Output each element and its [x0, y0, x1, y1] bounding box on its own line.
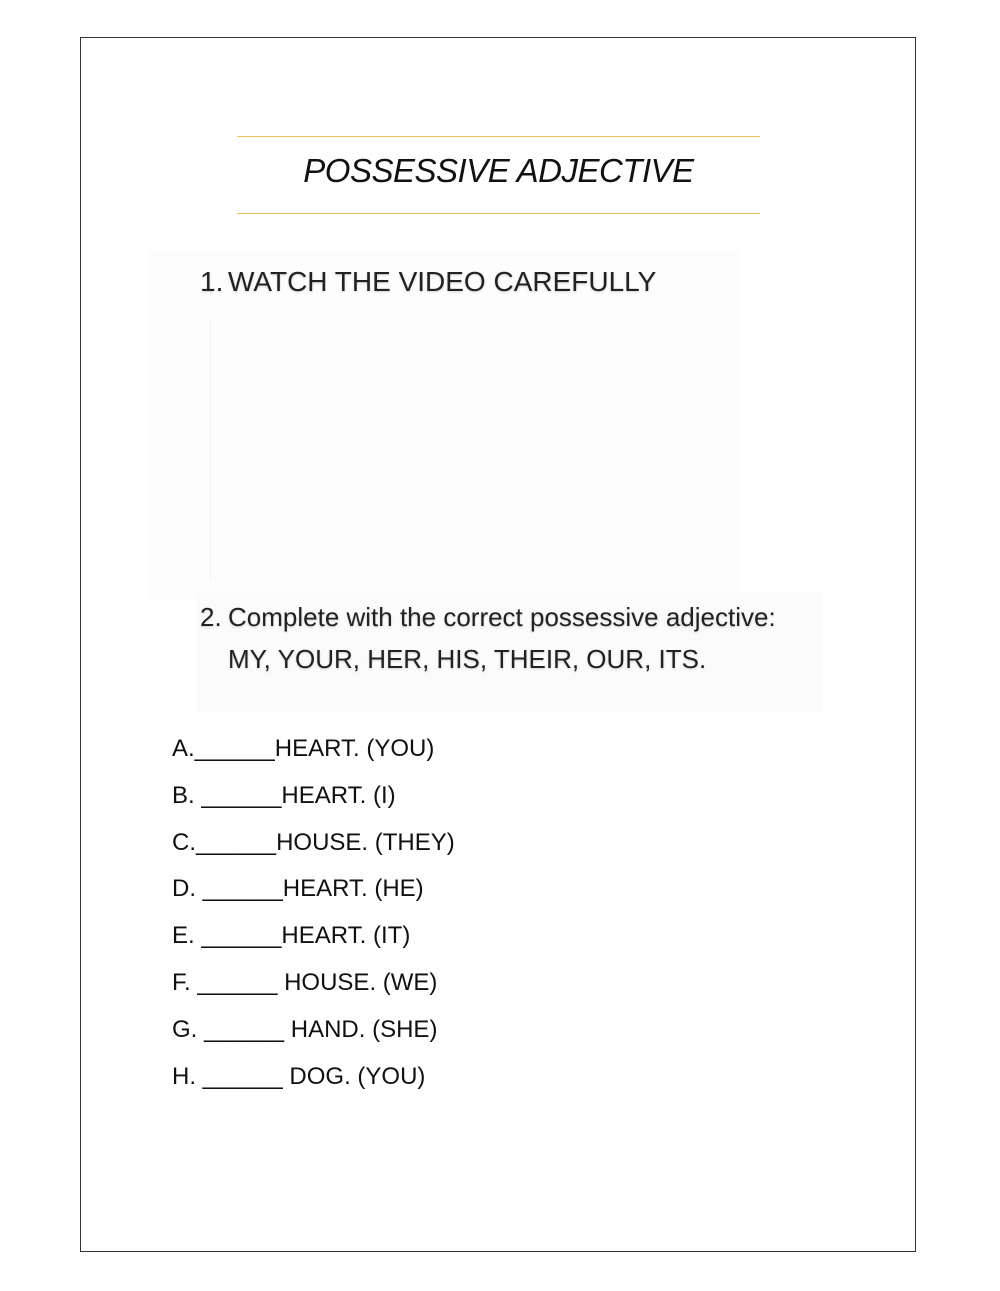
section-2-text: Complete with the correct possessive adjective: MY, YOUR, HER, HIS, THEIR, OUR, ITS.: [228, 602, 776, 674]
section-1-heading: [200, 266, 656, 298]
exercise-item-f: F. ______ HOUSE. (WE): [172, 968, 438, 996]
page-title: POSSESSIVE ADJECTIVE: [303, 152, 694, 189]
video-area: [148, 250, 740, 600]
exercise-item-b: B. ______HEART. (I): [172, 781, 396, 809]
section-1-number: 1.: [200, 266, 224, 297]
exercise-item-h: H. ______ DOG. (YOU): [172, 1062, 426, 1090]
title-rule-bottom: [237, 213, 760, 214]
exercise-item-c: C.______HOUSE. (THEY): [172, 828, 455, 856]
section-2-instruction: [200, 596, 820, 680]
exercise-list: [172, 731, 455, 1105]
title-rule-top: [237, 136, 760, 137]
exercise-item-a: A.______HEART. (YOU): [172, 735, 435, 762]
video-area-edge: [210, 320, 211, 580]
exercise-item-g: G. ______ HAND. (SHE): [172, 1015, 438, 1043]
section-1-text: WATCH THE VIDEO CAREFULLY: [228, 266, 657, 297]
section-2-number: 2.: [200, 602, 222, 632]
exercise-item-e: E. ______HEART. (IT): [172, 922, 411, 950]
exercise-item-d: D. ______HEART. (HE): [172, 875, 424, 903]
